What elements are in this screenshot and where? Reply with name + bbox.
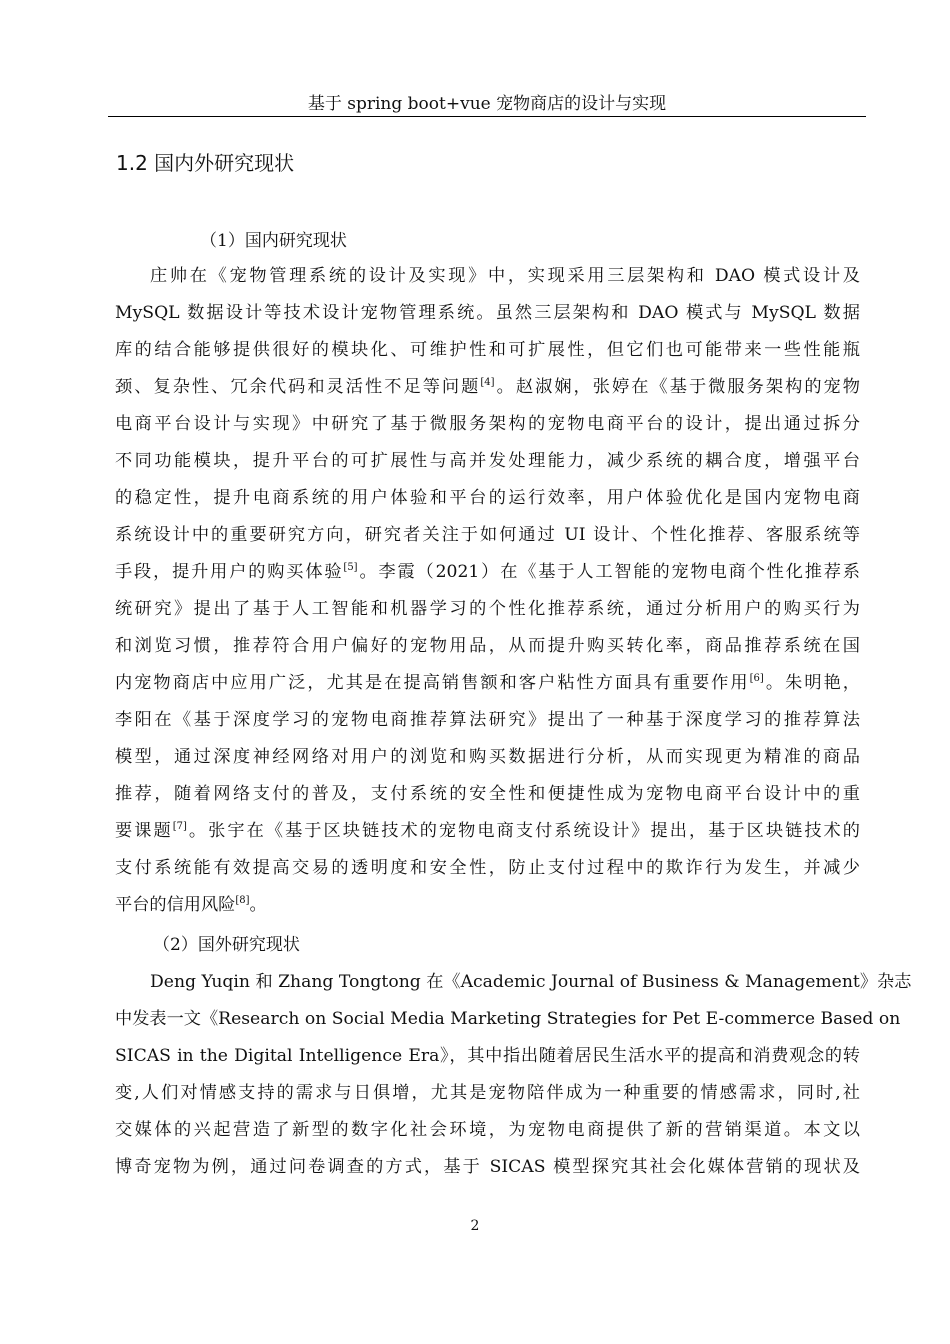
citation-ref: [6] [749, 673, 764, 684]
paragraph-line [115, 893, 860, 917]
paragraph-line: 博奇宠物为例，通过问卷调查的方式，基于 SICAS 模型探究其社会化媒体营销的现状及 [115, 1157, 860, 1177]
text-segment: 。张宇在《基于区块链技术的宠物电商支付系统设计》提出，基于区块链技术的 [186, 821, 860, 841]
paragraph-line: Deng Yuqin 和 Zhang Tongtong 在《Academic Journal of Business & Management》杂志 [150, 972, 912, 992]
paragraph-line [115, 560, 860, 584]
text-segment: 。李霞（2021）在《基于人工智能的宠物电商个性化推荐系 [357, 562, 860, 582]
domestic-subheading: （1）国内研究现状 [200, 231, 347, 251]
paragraph-line: SICAS in the Digital Intelligence Era》，其中指出随着居民生活水平的提高和消费观念的转 [115, 1046, 860, 1066]
text-segment: 。 [249, 895, 267, 915]
paragraph-line [115, 671, 860, 695]
paragraph-line: 和浏览习惯，推荐符合用户偏好的宠物用品，从而提升购买转化率，商品推荐系统在国 [115, 636, 860, 656]
running-header: 基于 spring boot+vue 宠物商店的设计与实现 [307, 94, 667, 114]
paragraph-line: 庄帅在《宠物管理系统的设计及实现》中，实现采用三层架构和 DAO 模式设计及 [150, 266, 860, 286]
text-segment: 平台的信用风险 [115, 895, 236, 915]
citation-ref: [8] [235, 895, 250, 906]
text-segment: 内宠物商店中应用广泛，尤其是在提高销售额和客户粘性方面具有重要作用 [115, 673, 750, 693]
text-segment: 。朱明艳， [763, 673, 860, 693]
paragraph-line: MySQL 数据设计等技术设计宠物管理系统。虽然三层架构和 DAO 模式与 MySQL 数据 [115, 303, 860, 323]
paragraph-line: 李阳在《基于深度学习的宠物电商推荐算法研究》提出了一种基于深度学习的推荐算法 [115, 710, 860, 730]
page-number: 2 [470, 1218, 480, 1234]
paragraph-line: 推荐，随着网络支付的普及，支付系统的安全性和便捷性成为宠物电商平台设计中的重 [115, 784, 860, 804]
text-segment: 颈、复杂性、冗余代码和灵活性不足等问题 [115, 377, 481, 397]
paragraph-line: 交媒体的兴起营造了新型的数字化社会环境，为宠物电商提供了新的营销渠道。本文以 [115, 1120, 860, 1140]
citation-ref: [7] [172, 821, 187, 832]
paragraph-line: 的稳定性，提升电商系统的用户体验和平台的运行效率，用户体验优化是国内宠物电商 [115, 488, 860, 508]
paragraph-line [115, 819, 860, 843]
paragraph-line: 系统设计中的重要研究方向，研究者关注于如何通过 UI 设计、个性化推荐、客服系统等 [115, 525, 860, 545]
citation-ref: [5] [343, 562, 358, 573]
paragraph-line: 不同功能模块，提升平台的可扩展性与高并发处理能力，减少系统的耦合度，增强平台 [115, 451, 860, 471]
text-segment: 手段，提升用户的购买体验 [115, 562, 344, 582]
paragraph-line: 中发表一文《Research on Social Media Marketing Strategies for Pet E-commerce Based on [115, 1009, 901, 1029]
header-rule [108, 116, 866, 117]
paragraph-line: 支付系统能有效提高交易的透明度和安全性，防止支付过程中的欺诈行为发生，并减少 [115, 858, 860, 878]
paragraph-line: 变,人们对情感支持的需求与日俱增，尤其是宠物陪伴成为一种重要的情感需求，同时,社 [115, 1083, 860, 1103]
foreign-subheading: （2）国外研究现状 [153, 935, 300, 955]
paragraph-line: 统研究》提出了基于人工智能和机器学习的个性化推荐系统，通过分析用户的购买行为 [115, 599, 860, 619]
paragraph-line: 电商平台设计与实现》中研究了基于微服务架构的宠物电商平台的设计，提出通过拆分 [115, 414, 860, 434]
text-segment: 。赵淑娴，张婷在《基于微服务架构的宠物 [494, 377, 860, 397]
paragraph-line: 模型，通过深度神经网络对用户的浏览和购买数据进行分析，从而实现更为精准的商品 [115, 747, 860, 767]
section-heading: 1.2 国内外研究现状 [116, 151, 295, 175]
text-segment: 要课题 [115, 821, 173, 841]
paragraph-line [115, 375, 860, 399]
paragraph-line: 库的结合能够提供很好的模块化、可维护性和可扩展性，但它们也可能带来一些性能瓶 [115, 340, 860, 360]
citation-ref: [4] [480, 377, 495, 388]
